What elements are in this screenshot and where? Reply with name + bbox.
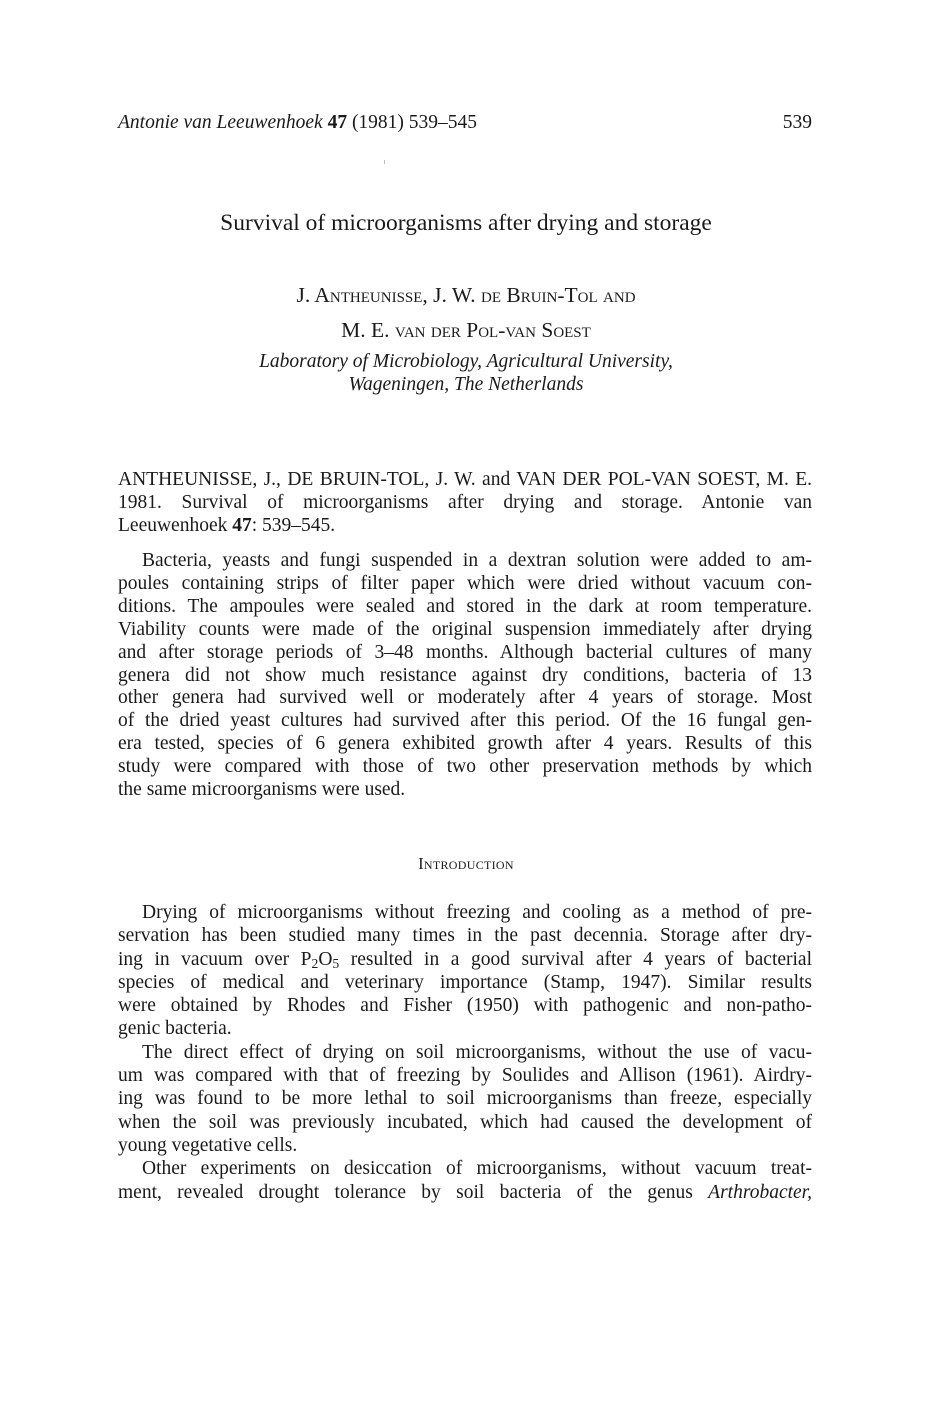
journal-name: Antonie van Leeuwenhoek (118, 112, 323, 133)
abstract-line: era tested, species of 6 genera exhibited growth after 4 years. Results of this (118, 733, 812, 755)
abstract-line: Viability counts were made of the original suspension immediately after drying (118, 618, 812, 640)
journal-volume: 47 (327, 112, 348, 133)
abstract (118, 550, 812, 802)
intro-paragraph-2 (118, 1041, 812, 1157)
author-line-1: J. Antheunisse, J. W. de Bruin-Tol and (296, 283, 636, 307)
affiliation (0, 350, 932, 396)
section-heading-introduction: Introduction (418, 854, 514, 873)
author-list (0, 278, 932, 348)
citation-block (118, 468, 812, 537)
body-line: Other experiments on desiccation of microorganisms, without vacuum treat- (142, 1158, 812, 1180)
body-line: genic bacteria. (118, 1018, 232, 1040)
article-title: Survival of microorganisms after drying and storage (220, 210, 712, 236)
abstract-line: genera did not show much resistance against dry conditions, bacteria of 13 (118, 664, 812, 686)
abstract-line: ditions. The ampoules were sealed and stored in the dark at room temperature. (118, 595, 812, 617)
abstract-line: other genera had survived well or moderately after 4 years of storage. Most (118, 687, 812, 709)
body-line: ing in vacuum over $P_2O_5$ resulted in a good survival after 4 years of bacterial (118, 948, 812, 971)
abstract-line: Bacteria, yeasts and fungi suspended in a dextran solution were added to am- (142, 550, 812, 571)
abstract-line: study were compared with those of two other preservation methods by which (118, 756, 812, 778)
intro-paragraph-1 (118, 901, 812, 1041)
print-mark (384, 160, 385, 164)
body-line: Drying of microorganisms without freezing and cooling as a method of pre- (142, 902, 812, 923)
introduction-body (118, 901, 812, 1204)
abstract-line: of the dried yeast cultures had survived after this period. Of the 16 fungal gen- (118, 710, 812, 732)
intro-paragraph-3 (118, 1157, 812, 1204)
body-line: species of medical and veterinary importance (Stamp, 1947). Similar results (118, 971, 812, 993)
body-line: ment, revealed drought tolerance by soil bacteria of the genus Arthrobacter, (118, 1181, 812, 1203)
citation-line-3: Leeuwenhoek 47: 539–545. (118, 515, 336, 536)
body-line: were obtained by Rhodes and Fisher (1950) with pathogenic and non-patho- (118, 995, 812, 1017)
citation-line-1: ANTHEUNISSE, J., DE BRUIN-TOL, J. W. and VAN DER POL-VAN SOEST, M. E. (118, 469, 812, 490)
abstract-line: and after storage periods of 3–48 months. Although bacterial cultures of many (118, 641, 812, 663)
page-number: 539 (782, 112, 812, 133)
body-line: servation has been studied many times in the past decennia. Storage after dry- (118, 925, 812, 947)
body-line: um was compared with that of freezing by Soulides and Allison (1961). Airdry- (118, 1065, 812, 1087)
author-line-2: M. E. van der Pol-van Soest (341, 318, 591, 342)
affiliation-line-1: Laboratory of Microbiology, Agricultural University, (259, 351, 673, 372)
journal-year-pages: (1981) 539–545 (351, 112, 478, 133)
citation-line-2: 1981. Survival of microorganisms after drying and storage. Antonie van (118, 492, 812, 513)
body-line: when the soil was previously incubated, which had caused the development of (118, 1111, 812, 1133)
abstract-line: the same microorganisms were used. (118, 779, 406, 801)
affiliation-line-2: Wageningen, The Netherlands (348, 374, 584, 395)
body-line: ing was found to be more lethal to soil microorganisms than freeze, especially (118, 1088, 812, 1110)
abstract-line: poules containing strips of filter paper which were dried without vacuum con- (118, 572, 812, 594)
body-line: The direct effect of drying on soil microorganisms, without the use of vacu- (142, 1041, 812, 1063)
running-head (118, 111, 812, 135)
body-line: young vegetative cells. (118, 1134, 298, 1156)
